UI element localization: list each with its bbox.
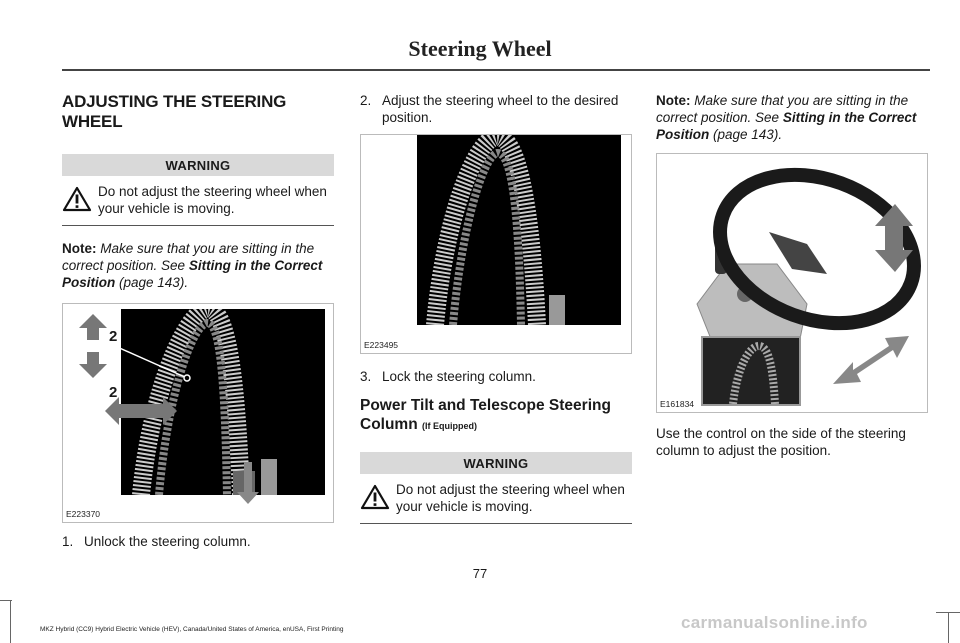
warning-label: WARNING — [360, 452, 632, 474]
note-page-ref: (page 143). — [713, 127, 783, 142]
figure-code: E161834 — [660, 399, 695, 409]
column-2 — [360, 92, 632, 524]
figure-unlock-column — [62, 303, 334, 523]
step-text: Lock the steering column. — [382, 369, 536, 384]
note-paragraph — [62, 240, 334, 291]
subheading-power-tilt — [360, 396, 632, 436]
step-text: Unlock the steering column. — [84, 534, 251, 549]
crop-mark — [10, 600, 11, 643]
section-heading: ADJUSTING THE STEERING WHEEL — [62, 92, 287, 131]
warning-text: Do not adjust the steering wheel when your vehicle is moving. — [396, 482, 625, 514]
figure-image — [417, 135, 621, 325]
step-number: 3. — [360, 369, 372, 384]
down-arrow-icon — [237, 462, 259, 504]
site-watermark: carmanualsonline.info — [681, 613, 868, 632]
callout-2-lower: 2 — [109, 384, 118, 401]
crop-mark — [948, 612, 949, 643]
subheading-suffix: (If Equipped) — [422, 421, 477, 431]
note-link[interactable]: Sitting in the Correct Position — [62, 258, 323, 290]
step-number: 1. — [62, 534, 74, 549]
figure-adjust-wheel — [360, 134, 632, 354]
figure-power-control — [656, 153, 928, 413]
step-text: Adjust the steering wheel to the desired position. — [382, 93, 619, 125]
header-rule — [62, 69, 930, 71]
steering-wheel-rim-drawing — [417, 135, 621, 325]
tilt-arrow-icon — [73, 314, 113, 378]
crop-mark — [936, 612, 960, 613]
callout-2-upper: 2 — [109, 328, 118, 345]
note-text: Make sure that you are sitting in the correct position. See — [62, 241, 315, 273]
page-header-title: Steering Wheel — [408, 36, 552, 61]
step-1 — [62, 533, 334, 550]
figure-code: E223495 — [364, 340, 399, 350]
column-3 — [656, 92, 928, 459]
note-label: Note: — [656, 93, 691, 108]
inset-detail-image — [701, 336, 801, 406]
crop-mark — [0, 600, 12, 601]
note-text: Make sure that you are sitting in the correct position. See — [656, 93, 909, 125]
step-number: 2. — [360, 93, 372, 108]
column-1 — [62, 92, 334, 550]
callout-leader-line — [113, 344, 193, 384]
note-paragraph — [656, 92, 928, 143]
step-2 — [360, 92, 632, 126]
warning-triangle-icon — [62, 186, 92, 212]
subheading-text: Power Tilt and Telescope Steering Column — [360, 397, 611, 433]
note-page-ref: (page 143). — [119, 275, 189, 290]
warning-label: WARNING — [62, 154, 334, 176]
note-link[interactable]: Sitting in the Correct Position — [656, 110, 917, 142]
step-3 — [360, 368, 632, 385]
warning-box — [360, 474, 632, 524]
note-label: Note: — [62, 241, 97, 256]
warning-text: Do not adjust the steering wheel when your vehicle is moving. — [98, 184, 327, 216]
instruction-paragraph: Use the control on the side of the steering column to adjust the position. — [656, 426, 906, 458]
inset-control-drawing — [703, 338, 799, 404]
edition-footer: MKZ Hybrid (CC9) Hybrid Electric Vehicle (HEV), Canada/United States of America, enUSA, First Printing — [40, 626, 344, 633]
warning-box — [62, 176, 334, 226]
page-number: 77 — [472, 566, 488, 581]
warning-triangle-icon — [360, 484, 390, 510]
figure-code: E223370 — [66, 509, 101, 519]
